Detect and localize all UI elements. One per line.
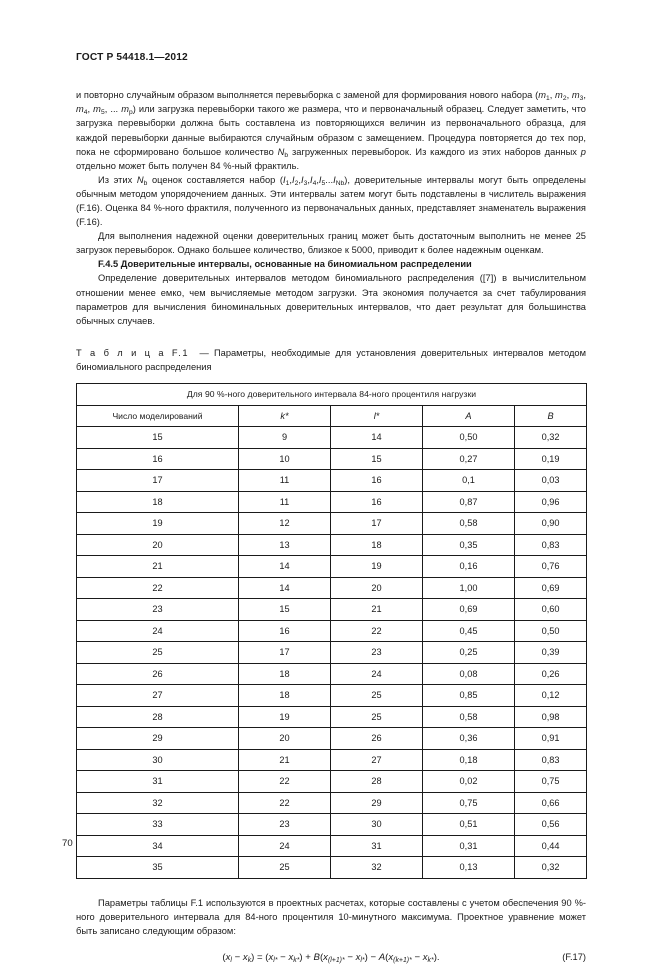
table-cell: 25: [239, 857, 331, 879]
f-x3: x: [268, 951, 274, 963]
table-row: [77, 749, 587, 771]
table-cell: 0,58: [423, 513, 515, 535]
p2-sub-l2: 2: [294, 179, 299, 187]
table-row: [77, 427, 587, 449]
table-cell: 0,44: [515, 835, 587, 857]
p1-sub-1: 1: [545, 95, 550, 103]
f-x6-sub: l*: [360, 956, 365, 964]
table-body: [77, 427, 587, 879]
table-cell: 0,12: [515, 685, 587, 707]
p2-sub-b: b: [143, 179, 148, 187]
table-cell: 21: [331, 599, 423, 621]
p2-sym-l5: I: [318, 174, 322, 185]
p2-sub-l4: 4: [312, 179, 317, 187]
f-x5: x: [323, 951, 328, 963]
f-p9: (: [385, 951, 389, 963]
table-cell: 0,50: [515, 620, 587, 642]
table-cell: 25: [77, 642, 239, 664]
table-cell: 32: [77, 792, 239, 814]
table-cell: 19: [239, 706, 331, 728]
table-cell: 0,76: [515, 556, 587, 578]
table-cell: 0,50: [423, 427, 515, 449]
table-cell: 19: [77, 513, 239, 535]
p1-sub-p: p: [128, 109, 133, 117]
col-header-A: A: [423, 405, 515, 427]
table-cell: 28: [77, 706, 239, 728]
table-cell: 31: [331, 835, 423, 857]
table-head: [77, 384, 587, 427]
table-row: [77, 663, 587, 685]
table-cell: 14: [239, 577, 331, 599]
table-cell: 18: [239, 685, 331, 707]
table-cell: 0,02: [423, 771, 515, 793]
table-cell: 26: [331, 728, 423, 750]
table-cell: 20: [239, 728, 331, 750]
table-cell: 22: [77, 577, 239, 599]
p1-sub-2: 2: [562, 95, 567, 103]
table-cell: 0,18: [423, 749, 515, 771]
table-cell: 30: [331, 814, 423, 836]
table-cell: 0,36: [423, 728, 515, 750]
table-cell: 23: [331, 642, 423, 664]
table-cell: 27: [77, 685, 239, 707]
table-cell: 18: [239, 663, 331, 685]
p2-sub-lNb: Nb: [335, 179, 345, 187]
table-cell: 10: [239, 448, 331, 470]
table-cell: 0,13: [423, 857, 515, 879]
table-row: [77, 771, 587, 793]
table-cell: 0,58: [423, 706, 515, 728]
table-cell: 0,66: [515, 792, 587, 814]
table-cell: 19: [331, 556, 423, 578]
col-header-l: l*: [331, 405, 423, 427]
f-x7-sub: (k+1)*: [393, 956, 412, 964]
table-cell: 20: [331, 577, 423, 599]
f-x4: x: [288, 951, 294, 963]
table-cell: 0,08: [423, 663, 515, 685]
table-cell: 16: [77, 448, 239, 470]
table-row: [77, 513, 587, 535]
table-cell: 34: [77, 835, 239, 857]
table-row: [77, 491, 587, 513]
table-column-header-row: [77, 405, 587, 427]
f-p6: (: [319, 951, 324, 963]
p1-text-a: и повторно случайным образом выполняется перевыборка с заменой для формирования нового набора (: [76, 90, 539, 101]
table-cell: 0,1: [423, 470, 515, 492]
table-row: [77, 792, 587, 814]
table-row: [77, 448, 587, 470]
table-cell: 0,56: [515, 814, 587, 836]
table-cell: 14: [331, 427, 423, 449]
table-cell: 0,69: [515, 577, 587, 599]
p1-sym-mp: m: [121, 104, 129, 115]
table-cell: 24: [239, 835, 331, 857]
p1-sym-m2: m: [555, 90, 563, 101]
table-cell: 0,91: [515, 728, 587, 750]
table-cell: 0,96: [515, 491, 587, 513]
table-cell: 0,98: [515, 706, 587, 728]
p1-sym-m1: m: [538, 90, 546, 101]
table-cell: 20: [77, 534, 239, 556]
p2-sub-l3: 3: [303, 179, 308, 187]
table-cell: 15: [239, 599, 331, 621]
f-p4: −: [277, 951, 289, 963]
p2-text-c: ), доверительные интервалы могут быть определены обычным методом упорядочением данных. Эти интервалы затем могут быть подставлены в числитель выражения (F.16). Оценка 84 %-ного фрактиля, полученного из первоначальных данных, представляет знаменатель выражения (F.16).: [76, 174, 586, 228]
p1-sub-5: 5: [100, 109, 105, 117]
table-cell: 13: [239, 534, 331, 556]
p2-sym-N: N: [136, 174, 144, 185]
table-cell: 33: [77, 814, 239, 836]
table-cell: 0,90: [515, 513, 587, 535]
table-row: [77, 642, 587, 664]
table-row: [77, 599, 587, 621]
table-cell: 22: [239, 792, 331, 814]
table-row: [77, 835, 587, 857]
table-cell: 25: [331, 685, 423, 707]
table-cell: 0,83: [515, 749, 587, 771]
f-p3: ) = (: [251, 951, 269, 963]
p1-sub-b: b: [284, 151, 289, 159]
f-p5: ) +: [299, 951, 314, 963]
p1-sym-p: p: [580, 146, 586, 157]
paragraph-binomial-method: Определение доверительных интервалов методом биномиального распределения ([7]) в вычислительном отношении менее емко, чем вычисляемые методом загрузки. Эта экономия получается за счет табулирования параметров для вычисления биноминальных доверительных интервалов, что дает результат для большинства обычных случаев.: [76, 273, 586, 326]
table-cell: 22: [331, 620, 423, 642]
table-cell: 27: [331, 749, 423, 771]
table-cell: 0,03: [515, 470, 587, 492]
table-row: [77, 814, 587, 836]
table-cell: 16: [239, 620, 331, 642]
p2-sym-l3: I: [300, 174, 304, 185]
table-cell: 0,85: [423, 685, 515, 707]
table-row: [77, 556, 587, 578]
col-header-B: B: [515, 405, 587, 427]
table-cell: 0,75: [515, 771, 587, 793]
col-header-simulations: Число моделирований: [77, 405, 239, 427]
table-cell: 0,16: [423, 556, 515, 578]
table-cell: 11: [239, 491, 331, 513]
table-cell: 11: [239, 470, 331, 492]
document-standard-header: ГОСТ Р 54418.1—2012: [76, 52, 188, 63]
f-x8: x: [422, 951, 428, 963]
table-cell: 17: [77, 470, 239, 492]
paragraph-resampling: и повторно случайным образом выполняется перевыборка с заменой для формирования нового набора ($m_1$, $m_2$, $m_3$, $m_4$, $m_5$, ... $m_p$) или загрузка перевыборки такого же размера, что и первоначальный образец. Следует заметить, что загрузка перевыборки должна быть составлена из повторяющихся величин из первоначального образца, для каждой перевыборки данные выбираются случайным образом с замещением. Процедура повторяется до тех пор, пока не сформировано большое количество $N_b$ загруженных перевыборок. Из каждого из этих наборов данных p отдельно может быть получен 84 %-ный фрактиль.: [76, 90, 587, 171]
table-row: [77, 577, 587, 599]
table-cell: 25: [331, 706, 423, 728]
p2-text-b: оценок составляется набор (: [147, 174, 284, 185]
paragraph-confidence-intervals: Из этих $N_b$ оценок составляется набор $(I_1,I_2,I_3,I_4,I_5...I_{Nb})$, доверительные интервалы могут быть определены обычным методом упорядочением данных. Эти интервалы затем могут быть подставлены в числитель выражения (F.16). Оценка 84 %-ного фрактиля, полученного из первоначальных данных, представляет знаменатель выражения (F.16).: [76, 174, 586, 228]
table-cell: 0,75: [423, 792, 515, 814]
table-cell: 24: [331, 663, 423, 685]
table-cell: 0,19: [515, 448, 587, 470]
table-cell: 22: [239, 771, 331, 793]
p1-sym-m3: m: [571, 90, 580, 101]
table-cell: 35: [77, 857, 239, 879]
table-row: [77, 620, 587, 642]
p1-sym-m4: m: [76, 104, 84, 115]
table-cell: 0,35: [423, 534, 515, 556]
table-cell: 31: [77, 771, 239, 793]
f-x5-sub: (l+1)*: [327, 956, 345, 964]
table-cell: 17: [331, 513, 423, 535]
f-p8: ) −: [364, 951, 379, 963]
table-cell: 29: [331, 792, 423, 814]
p2-sub-l5: 5: [321, 179, 326, 187]
paragraph-design-equation: Параметры таблицы F.1 используются в проектных расчетах, которые составлены с учетом обеспечения 90 %-ного доверительного интервала для 84-ного процентиля 10-минутного максимума. Проектное уравнение может быть записано следующим образом:: [76, 897, 586, 936]
table-cell: 17: [239, 642, 331, 664]
f-x1: x: [225, 951, 231, 963]
f-p7: −: [344, 951, 356, 963]
table-cell: 0,31: [423, 835, 515, 857]
table-span-header-row: [77, 384, 587, 406]
table-cell: 12: [239, 513, 331, 535]
table-caption-text: Параметры, необходимые для установления доверительных интервалов методом биномиального распределения: [76, 347, 586, 372]
table-cell: 0,27: [423, 448, 515, 470]
p1-text-c: ) или загрузка перевыборки такого же размера, что и первоначальный образец. Следует заметить, что загрузка перевыборки должна быть составлена из повторяющихся величин из первоначального образца, для каждой перевыборки данные выбираются случайным образом с замещением. Процедура повторяется до тех пор, пока не сформировано большое количество: [76, 104, 586, 157]
table-cell: 16: [331, 491, 423, 513]
paragraph-reliable-estimate: Для выполнения надежной оценки доверительных границ может быть достаточным выполнить не менее 25 загрузок перевыборок. Однако большее количество, близкое к 5000, приводит к более надежным оценкам.: [76, 231, 586, 256]
table-cell: 15: [77, 427, 239, 449]
f-x2: x: [242, 951, 248, 963]
f-p11: ).: [433, 951, 440, 963]
table-cell: 0,51: [423, 814, 515, 836]
section-heading-f45: F.4.5 Доверительные интервалы, основанные на биномиальном распределении: [98, 259, 472, 270]
table-cell: 16: [331, 470, 423, 492]
equation-number: (F.17): [562, 951, 586, 962]
f-x6: x: [355, 951, 361, 963]
table-row: [77, 534, 587, 556]
p1-text-d: загруженных перевыборок. Из каждого из этих наборов данных: [288, 146, 581, 157]
table-cell: 21: [239, 749, 331, 771]
table-cell: 29: [77, 728, 239, 750]
f-x1-sub: l: [230, 956, 232, 964]
table-cell: 0,32: [515, 427, 587, 449]
f-A: A: [378, 951, 386, 963]
table-cell: 18: [331, 534, 423, 556]
table-cell: 0,45: [423, 620, 515, 642]
table-cell: 9: [239, 427, 331, 449]
table-cell: 14: [239, 556, 331, 578]
table-cell: 18: [77, 491, 239, 513]
table-cell: 0,60: [515, 599, 587, 621]
table-cell: 32: [331, 857, 423, 879]
table-cell: 23: [239, 814, 331, 836]
table-cell: 0,32: [515, 857, 587, 879]
table-span-header: Для 90 %-ного доверительного интервала 84-ного процентиля нагрузки: [77, 384, 587, 406]
table-cell: 1,00: [423, 577, 515, 599]
f-x7: x: [388, 951, 394, 963]
table-cell: 15: [331, 448, 423, 470]
table-row: [77, 857, 587, 879]
f-p10: −: [411, 951, 423, 963]
page-content: [76, 52, 586, 968]
p2-sym-l1: I: [283, 174, 286, 185]
f-x3-sub: l*: [273, 956, 278, 964]
f-B: B: [313, 951, 320, 963]
table-cell: 24: [77, 620, 239, 642]
p1-sym-N: N: [277, 146, 285, 157]
table-cell: 0,25: [423, 642, 515, 664]
p2-text-a: Из этих: [98, 174, 137, 185]
table-cell: 0,39: [515, 642, 587, 664]
p2-sym-l4: I: [309, 174, 313, 185]
p1-sub-3: 3: [579, 95, 584, 103]
table-caption: [76, 346, 586, 374]
p2-sym-l2: I: [292, 174, 295, 185]
page-number: 70: [62, 838, 73, 849]
p1-sym-m5: m: [93, 104, 101, 115]
table-row: [77, 685, 587, 707]
f-p2: −: [231, 951, 243, 963]
table-row: [77, 470, 587, 492]
table-cell: 0,87: [423, 491, 515, 513]
f-p1: (: [222, 951, 226, 963]
binomial-parameters-table: [76, 383, 587, 879]
p1-text-e: отдельно может быть получен 84 %-ный фрактиль.: [76, 160, 300, 171]
p2-sub-l1: 1: [285, 179, 290, 187]
table-caption-dash: —: [199, 347, 209, 358]
table-cell: 0,69: [423, 599, 515, 621]
formula-row: [76, 952, 586, 968]
table-caption-label: Т а б л и ц а F.1: [76, 347, 190, 358]
table-cell: 30: [77, 749, 239, 771]
p2-ellipsis: ...: [325, 174, 334, 185]
table-row: [77, 706, 587, 728]
f-x4-sub: k*: [293, 956, 300, 964]
table-cell: 0,26: [515, 663, 587, 685]
design-equation: [76, 952, 586, 963]
table-cell: 23: [77, 599, 239, 621]
table-cell: 21: [77, 556, 239, 578]
table-cell: 0,83: [515, 534, 587, 556]
table-row: [77, 728, 587, 750]
p1-sub-4: 4: [83, 109, 88, 117]
p2-sym-lNb: I: [333, 174, 336, 185]
table-cell: 26: [77, 663, 239, 685]
f-x2-sub: k: [247, 956, 252, 964]
f-x8-sub: k*: [427, 956, 434, 964]
col-header-k: k*: [239, 405, 331, 427]
table-cell: 28: [331, 771, 423, 793]
